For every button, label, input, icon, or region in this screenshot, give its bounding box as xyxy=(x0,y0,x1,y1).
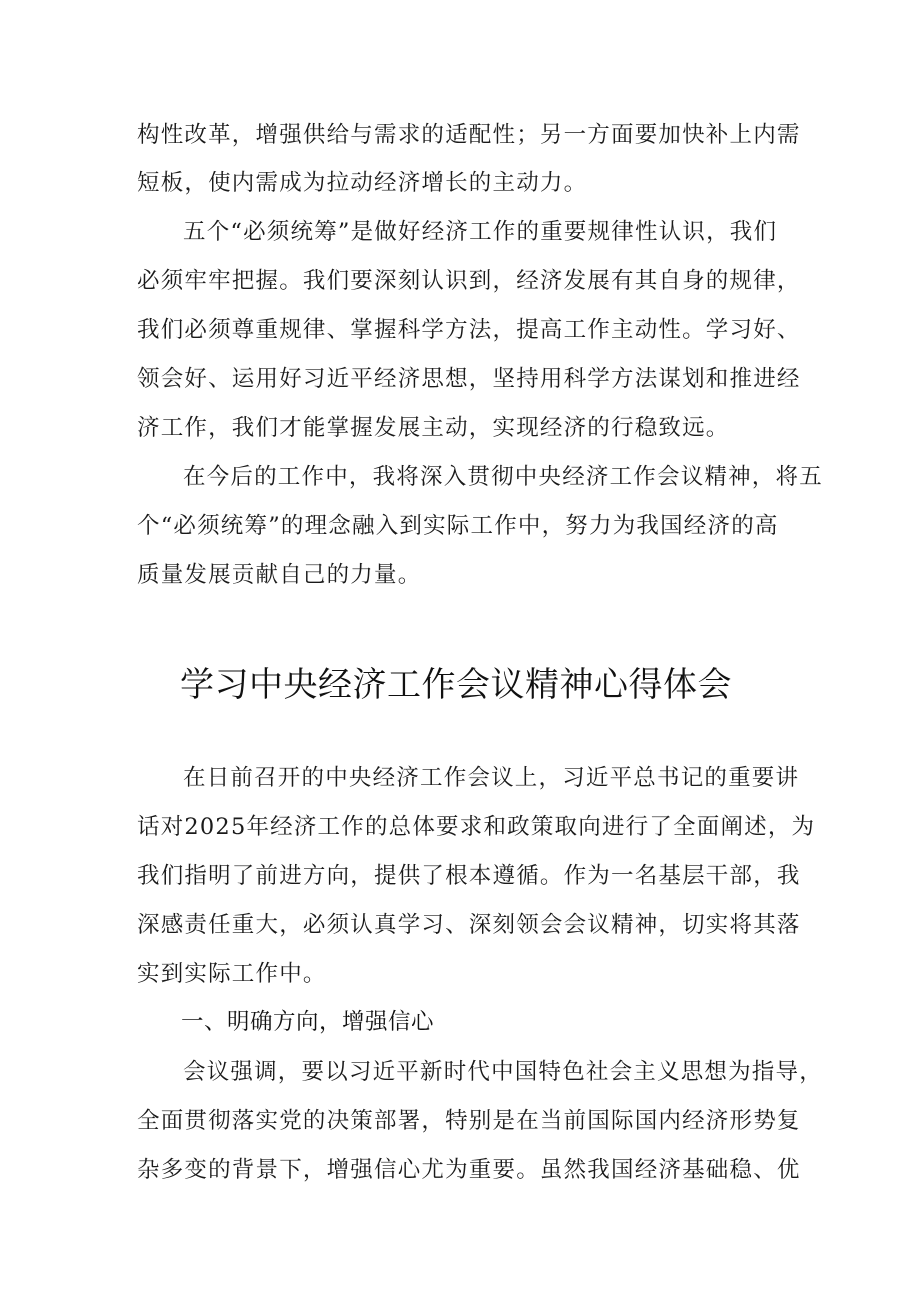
paragraph-line: 我们指明了前进方向，提供了根本遵循。作为一名基层干部，我 xyxy=(137,863,801,889)
paragraph-line: 话对2025年经济工作的总体要求和政策取向进行了全面阐述，为 xyxy=(137,814,816,840)
paragraph-line: 领会好、运用好习近平经济思想，坚持用科学方法谋划和推进经 xyxy=(137,366,801,392)
paragraph-line: 五个“必须统筹”是做好经济工作的重要规律性认识，我们 xyxy=(183,219,778,245)
paragraph-line: 个“必须统筹”的理念融入到实际工作中，努力为我国经济的高 xyxy=(137,513,779,539)
paragraph-line: 实到实际工作中。 xyxy=(137,961,327,987)
paragraph-line: 质量发展贡献自己的力量。 xyxy=(137,562,422,588)
paragraph-line: 济工作，我们才能掌握发展主动，实现经济的行稳致远。 xyxy=(137,415,730,441)
paragraph-line: 在今后的工作中，我将深入贯彻中央经济工作会议精神，将五 xyxy=(183,464,823,490)
paragraph-line: 全面贯彻落实党的决策部署，特别是在当前国际国内经济形势复 xyxy=(137,1108,801,1134)
paragraph-line: 构性改革，增强供给与需求的适配性；另一方面要加快补上内需 xyxy=(137,122,801,148)
paragraph-line: 短板，使内需成为拉动经济增长的主动力。 xyxy=(137,170,588,196)
paragraph-line: 会议强调，要以习近平新时代中国特色社会主义思想为指导， xyxy=(183,1059,823,1085)
document-title: 学习中央经济工作会议精神心得体会 xyxy=(180,665,732,705)
paragraph-line: 我们必须尊重规律、掌握科学方法，提高工作主动性。学习好、 xyxy=(137,317,801,343)
paragraph-line: 必须牢牢把握。我们要深刻认识到，经济发展有其自身的规律， xyxy=(137,268,801,294)
section-heading: 一、明确方向，增强信心 xyxy=(181,1009,435,1035)
paragraph-line: 深感责任重大，必须认真学习、深刻领会会议精神，切实将其落 xyxy=(137,912,801,938)
paragraph-line: 杂多变的背景下，增强信心尤为重要。虽然我国经济基础稳、优 xyxy=(137,1157,801,1183)
paragraph-line: 在日前召开的中央经济工作会议上，习近平总书记的重要讲 xyxy=(183,765,800,791)
